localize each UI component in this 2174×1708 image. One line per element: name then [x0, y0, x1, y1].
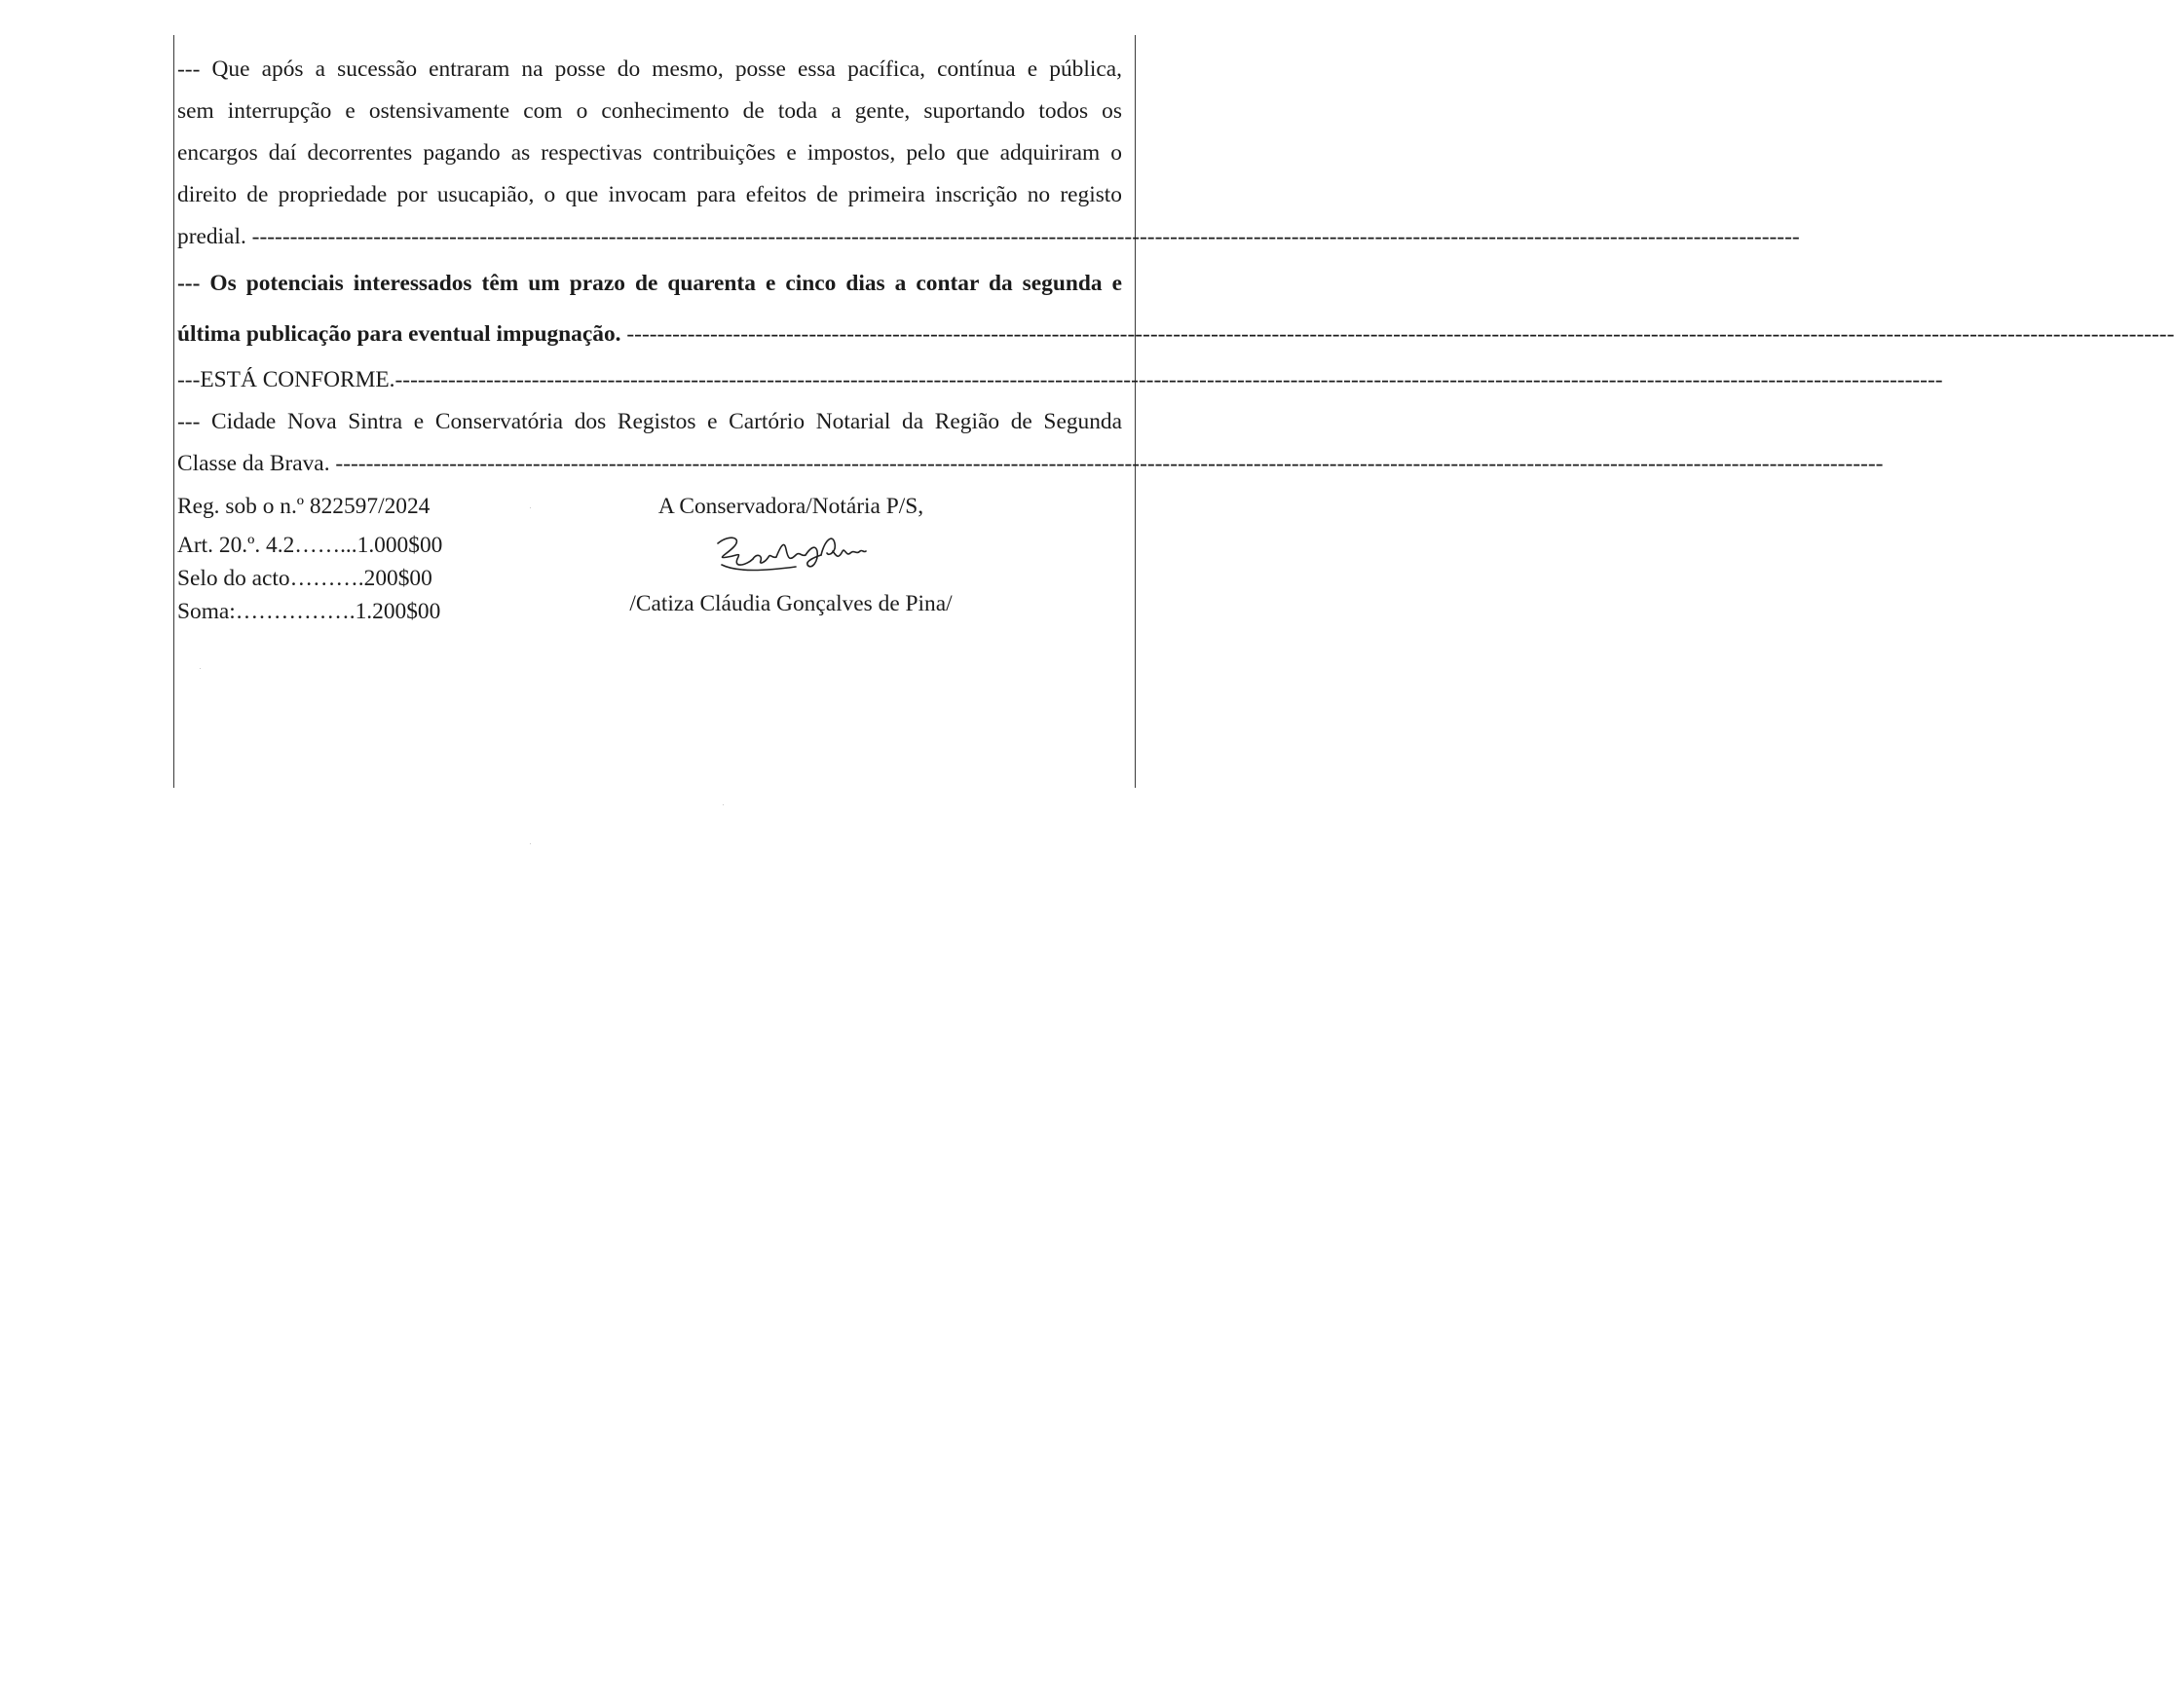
body-line-3: encargos daí decorrentes pagando as respectivas contribuições e impostos, pelo que adquiriram o	[177, 140, 1122, 166]
notice-line-2	[177, 309, 2174, 359]
handwritten-signature	[708, 530, 874, 580]
dash-filler: ------------------------------------------------------------------------------------------------------------------------------------------------------------------------------------------------------------	[335, 451, 1884, 476]
fees-block	[177, 487, 499, 628]
scan-speck	[530, 507, 531, 508]
body-line-4: direito de propriedade por usucapião, o que invocam para efeitos de primeira inscrição no registo	[177, 182, 1122, 207]
fee-total: Soma:…………….1.200$00	[177, 599, 441, 624]
body-line-1: --- Que após a sucessão entraram na posse do mesmo, posse essa pacífica, contínua e pública,	[177, 56, 1122, 82]
body-line-2: sem interrupção e ostensivamente com o conhecimento de toda a gente, suportando todos os	[177, 98, 1122, 124]
classe-line	[177, 443, 1884, 485]
scan-speck	[723, 804, 724, 805]
right-margin-rule	[1135, 35, 1136, 788]
signature-block	[596, 487, 986, 623]
left-margin-rule	[173, 35, 174, 788]
notice-line-2-text: última publicação para eventual impugnação.	[177, 321, 621, 347]
dash-filler: ------------------------------------------------------------------------------------------------------------------------------------------------------------------------------------------------------------	[394, 367, 1943, 392]
scan-speck	[200, 668, 201, 669]
conforme-line	[177, 359, 1943, 401]
scan-speck	[530, 843, 531, 844]
document-body	[177, 49, 2174, 485]
fee-selo: Selo do acto……….200$00	[177, 566, 432, 591]
notary-name: /Catiza Cláudia Gonçalves de Pina/	[629, 591, 953, 616]
classe-text: Classe da Brava.	[177, 451, 330, 476]
notary-title: A Conservadora/Notária P/S,	[657, 494, 924, 519]
dash-filler: ------------------------------------------------------------------------------------------------------------------------------------------------------------------------------------------------------------	[626, 321, 2174, 347]
dash-filler: ------------------------------------------------------------------------------------------------------------------------------------------------------------------------------------------------------------	[251, 224, 1800, 249]
cidade-line: --- Cidade Nova Sintra e Conservatória dos Registos e Cartório Notarial da Região de Segunda	[177, 409, 1122, 434]
body-line-5	[177, 216, 1800, 258]
predial-text: predial.	[177, 224, 246, 249]
fee-article: Art. 20.º. 4.2……...1.000$00	[177, 533, 443, 558]
conforme-text: ---ESTÁ CONFORME.	[177, 367, 395, 392]
notice-line-1: --- Os potenciais interessados têm um prazo de quarenta e cinco dias a contar da segunda e	[177, 271, 1122, 296]
registration-number: Reg. sob o n.º 822597/2024	[177, 494, 431, 519]
